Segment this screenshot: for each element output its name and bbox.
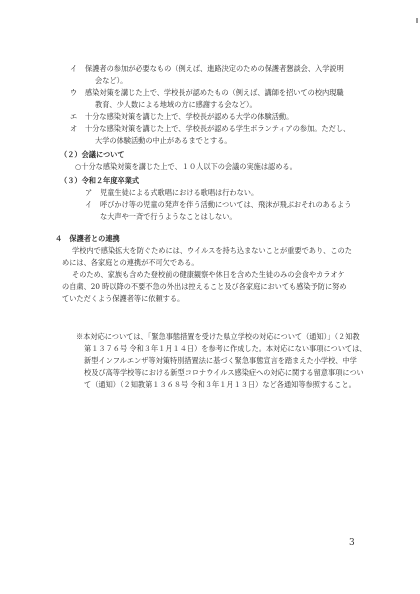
paragraph-line: そのため、家族も含めた登校前の健康観察や休日を含めた生徒のみの会食やカラオケ (72, 270, 345, 279)
section-heading: （２）会議について (60, 150, 125, 159)
note-line: 第１３７６号 令和３年１月１４日）を参考に作成した。本対応にない事項については、 (84, 344, 367, 353)
note-line: 校及び高等学校等における新型コロナウイルス感染症への対応に関する留意事項につい (84, 368, 364, 377)
note-line: て（通知）（２知教第１３６８号 令和３年１月１３日）など各通知等参照すること。 (84, 380, 356, 389)
item-label: ウ (70, 88, 78, 97)
item-text: 呼びかけ等の児童の発声を伴う活動については、飛沫が飛ぶおそれのあるよう (100, 200, 352, 209)
paragraph-line: ていただくよう保護者等に依頼する。 (62, 294, 185, 303)
item-text: 教育、少人数による地域の方に感謝する会など）。 (95, 100, 257, 109)
note-line: 新型インフルエンザ等対策特別措置法に基づく緊急事態宣言を踏まえた小学校、中学 (84, 356, 357, 365)
item-text: な大声や一斉で行うようなことはしない。 (100, 212, 237, 221)
paragraph-line: の自粛、20 時以降の不要不急の外出は控えること及び各家庭においても感染予防に努め (62, 282, 347, 291)
item-text: 感染対策を講じた上で、学校長が認めたもの（例えば、講師を招いての校内現職 (85, 88, 344, 97)
item-text: 保護者の参加が必要なもの（例えば、進路決定のための保護者懇談会、入学説明 (85, 64, 344, 73)
item-text: 大学の体験活動の中止があるまでとする。 (95, 136, 232, 145)
page-number: 3 (349, 538, 355, 548)
item-label: ア (85, 188, 93, 197)
item-text: 児童生徒による式歌唱における歌唱は行わない。 (100, 188, 259, 197)
paragraph-line: 学校内で感染拡大を防ぐためには、ウイルスを持ち込まないことが重要であり、このた (72, 246, 352, 255)
item-label: イ (70, 64, 78, 73)
edge-mark (416, 18, 418, 23)
section-heading: （３）令和２年度卒業式 (60, 176, 140, 185)
item-label: エ (70, 112, 78, 121)
note-line: ※本対応については、「緊急事態措置を受けた県立学校の対応について（通知）」（２知教 (76, 332, 360, 341)
item-label: オ (70, 124, 78, 133)
item-label: イ (85, 200, 93, 209)
section-body: ○十分な感染対策を講じた上で、１０人以下の会議の実施は認める。 (75, 162, 297, 171)
item-text: 十分な感染対策を講じた上で、学校長が認める大学の体験活動。 (85, 112, 294, 121)
paragraph-line: めには、各家庭との連携が不可欠である。 (62, 258, 199, 267)
item-text: 十分な感染対策を講じた上で、学校長が認める学生ボランティアの参加。ただし、 (85, 124, 351, 133)
section-heading: ４ 保護者との連携 (55, 234, 120, 243)
item-text: 会など）。 (95, 76, 128, 85)
